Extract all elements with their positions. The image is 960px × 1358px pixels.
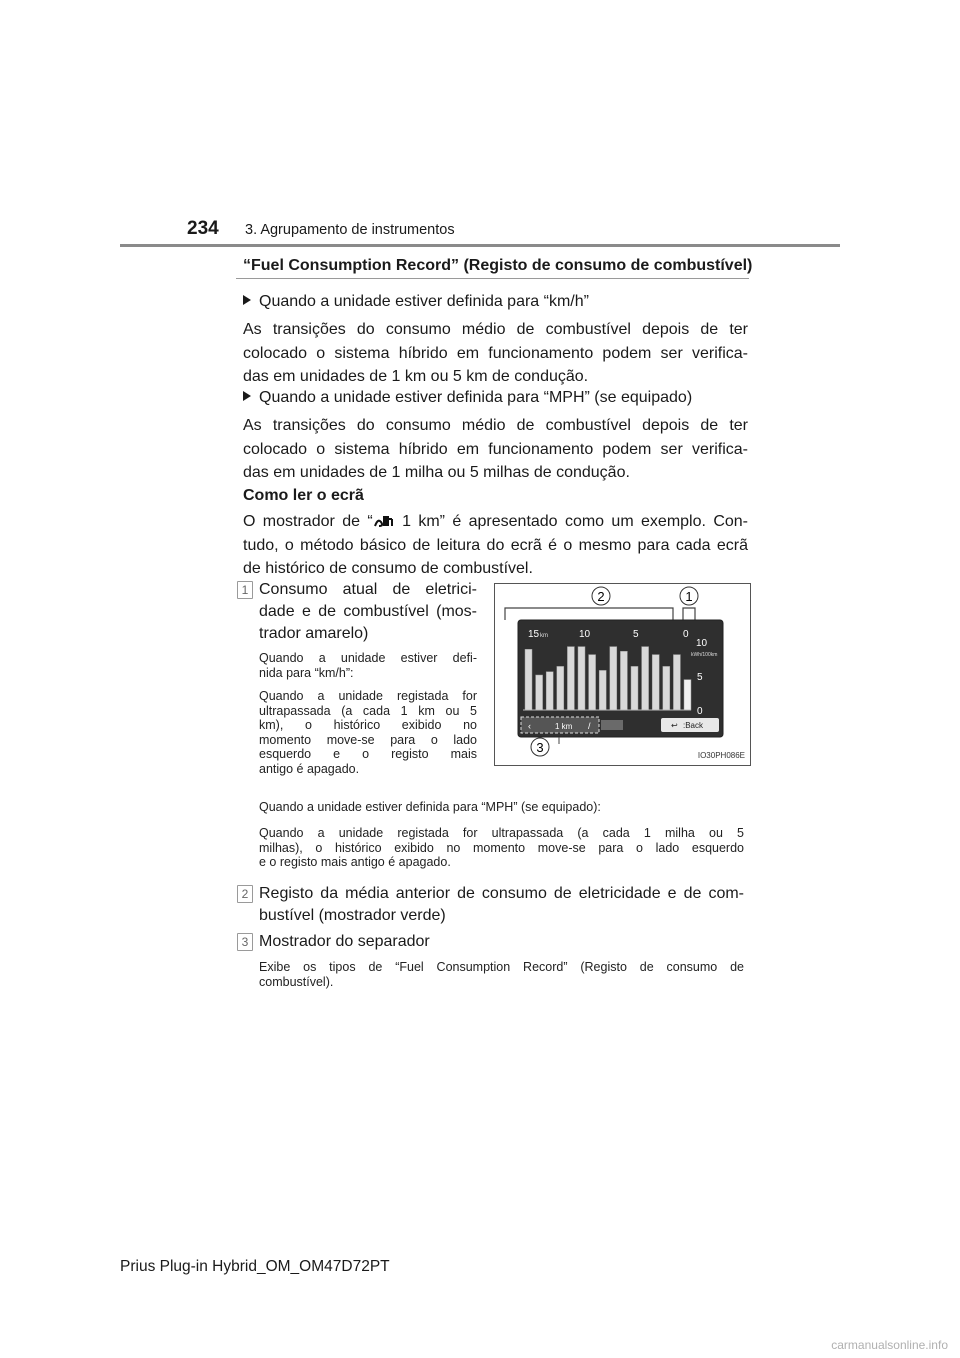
history-bar bbox=[599, 670, 606, 710]
page-number: 234 bbox=[187, 218, 219, 239]
footer-model: Prius Plug-in Hybrid_OM_OM47D72PT bbox=[120, 1258, 390, 1275]
history-bar bbox=[620, 651, 627, 710]
item-line: dade e de combustível (mos- bbox=[259, 603, 477, 620]
line-prefix: O mostrador de “ bbox=[243, 513, 373, 530]
triangle-bullet-icon bbox=[243, 391, 251, 401]
note-line: e o registo mais antigo é apagado. bbox=[259, 855, 451, 869]
watermark: carmanualsonline.info bbox=[831, 1338, 948, 1352]
triangle-bullet-icon bbox=[243, 295, 251, 305]
item-1-note-mph bbox=[259, 826, 744, 870]
history-bar bbox=[684, 680, 691, 710]
note-line: antigo é apagado. bbox=[259, 761, 360, 776]
history-bar bbox=[557, 666, 564, 710]
x-tick-15: 15 bbox=[528, 629, 540, 640]
paragraph-how-to-read bbox=[243, 510, 748, 581]
item-number-2: 2 bbox=[237, 885, 253, 903]
paragraph-line: de histórico de consumo de combustível. bbox=[243, 560, 533, 577]
callout-label-1: 1 bbox=[685, 589, 693, 604]
y-tick-0: 0 bbox=[697, 706, 703, 717]
history-bar bbox=[642, 647, 649, 710]
x-tick-unit: km bbox=[540, 633, 548, 639]
item-line: Registo da média anterior de consumo de eletricidade e de com- bbox=[259, 885, 744, 902]
callout-label-2: 2 bbox=[597, 589, 605, 604]
paragraph-line: colocado o sistema híbrido em funcionamento podem ser verifica- bbox=[243, 440, 748, 458]
history-bar bbox=[525, 649, 532, 710]
item-1-note-kmh-label bbox=[259, 651, 477, 680]
paragraph-line: As transições do consumo médio de combustível depois de ter bbox=[243, 417, 748, 434]
item-3-note bbox=[259, 960, 744, 989]
figure-graphic bbox=[495, 584, 750, 765]
history-bar bbox=[652, 655, 659, 710]
note-line: momento move-se para o lado bbox=[259, 732, 477, 747]
note-line: combustível). bbox=[259, 974, 334, 989]
note-line: ultrapassada (a cada 1 km ou 5 bbox=[259, 703, 477, 718]
fuel-consumption-figure bbox=[494, 583, 751, 766]
section-title: “Fuel Consumption Record” (Registo de consumo de combustível) bbox=[243, 257, 753, 274]
item-2-text bbox=[259, 883, 744, 927]
paragraph-kmh bbox=[243, 318, 748, 389]
tab-label: 1 km bbox=[555, 722, 573, 731]
x-tick-0: 0 bbox=[683, 629, 689, 640]
note-line: Quando a unidade registada for bbox=[259, 689, 477, 703]
x-tick-10: 10 bbox=[579, 629, 591, 640]
paragraph-mph bbox=[243, 414, 748, 485]
paragraph-line: tudo, o método básico de leitura do ecrã é o mesmo para cada ecrã bbox=[243, 536, 748, 554]
chapter-title: 3. Agrupamento de instrumentos bbox=[245, 222, 455, 238]
item-line: bustível (mostrador verde) bbox=[259, 907, 446, 924]
bullet-kmh-text: Quando a unidade estiver definida para “km/h” bbox=[259, 293, 589, 310]
header-divider bbox=[120, 244, 840, 247]
item-line: Consumo atual de eletrici- bbox=[259, 581, 477, 598]
figure-code: IO30PH086E bbox=[697, 751, 745, 760]
item-3-text: Mostrador do separador bbox=[259, 933, 430, 950]
back-arrow-icon: ↩ bbox=[671, 721, 678, 730]
bracket-1 bbox=[683, 608, 695, 620]
y-tick-10: 10 bbox=[696, 638, 708, 649]
bracket-2 bbox=[505, 608, 673, 620]
history-bar bbox=[546, 672, 553, 710]
history-bar bbox=[610, 647, 617, 710]
history-bar bbox=[663, 666, 670, 710]
callout-label-3: 3 bbox=[536, 740, 544, 755]
note-line: milhas), o histórico exibido no momento move-se para o lado esquerdo bbox=[259, 840, 744, 855]
history-bar bbox=[631, 666, 638, 710]
back-label: :Back bbox=[683, 721, 704, 730]
note-line: esquerdo e o registo mais bbox=[259, 747, 477, 761]
history-bar bbox=[567, 647, 574, 710]
note-line: Exibe os tipos de “Fuel Consumption Record” (Registo de consumo de bbox=[259, 960, 744, 974]
history-bar bbox=[536, 675, 543, 710]
how-to-read-heading: Como ler o ecrã bbox=[243, 487, 364, 504]
history-bar bbox=[589, 655, 596, 710]
item-1-note-kmh bbox=[259, 689, 477, 776]
history-bar bbox=[673, 655, 680, 710]
x-tick-5: 5 bbox=[633, 629, 639, 640]
paragraph-line: As transições do consumo médio de combustível depois de ter bbox=[243, 321, 748, 338]
note-line: km), o histórico exibido no bbox=[259, 718, 477, 732]
tab-left-arrow-icon: ‹ bbox=[528, 721, 531, 731]
tab-right-arrow-icon: / bbox=[588, 721, 591, 731]
paragraph-line: colocado o sistema híbrido em funcionamento podem ser verifica- bbox=[243, 344, 748, 362]
y-tick-5: 5 bbox=[697, 672, 703, 683]
item-number-3: 3 bbox=[237, 933, 253, 951]
fuel-pump-icon bbox=[373, 514, 395, 528]
history-bar bbox=[578, 647, 585, 710]
item-1-note-mph-label: Quando a unidade estiver definida para “MPH” (se equipado): bbox=[259, 800, 601, 814]
bullet-mph bbox=[243, 389, 692, 407]
tab-placeholder bbox=[601, 720, 623, 730]
note-line: nida para “km/h”: bbox=[259, 665, 354, 680]
item-number-1: 1 bbox=[237, 581, 253, 599]
item-line: trador amarelo) bbox=[259, 625, 369, 642]
note-line: Quando a unidade estiver defi- bbox=[259, 651, 477, 665]
paragraph-line: das em unidades de 1 km ou 5 km de condução. bbox=[243, 368, 589, 385]
paragraph-line bbox=[243, 510, 748, 534]
line-suffix: 1 km” é apresentado como um exemplo. Con- bbox=[394, 513, 748, 530]
bullet-mph-text: Quando a unidade estiver definida para “MPH” (se equipado) bbox=[259, 389, 693, 406]
section-divider bbox=[236, 278, 749, 279]
paragraph-line: das em unidades de 1 milha ou 5 milhas de condução. bbox=[243, 464, 630, 481]
note-line: Quando a unidade registada for ultrapassada (a cada 1 milha ou 5 bbox=[259, 826, 744, 840]
y-tick-unit: kWh/100km bbox=[691, 652, 718, 658]
item-1-text bbox=[259, 579, 477, 645]
bullet-kmh bbox=[243, 293, 589, 311]
